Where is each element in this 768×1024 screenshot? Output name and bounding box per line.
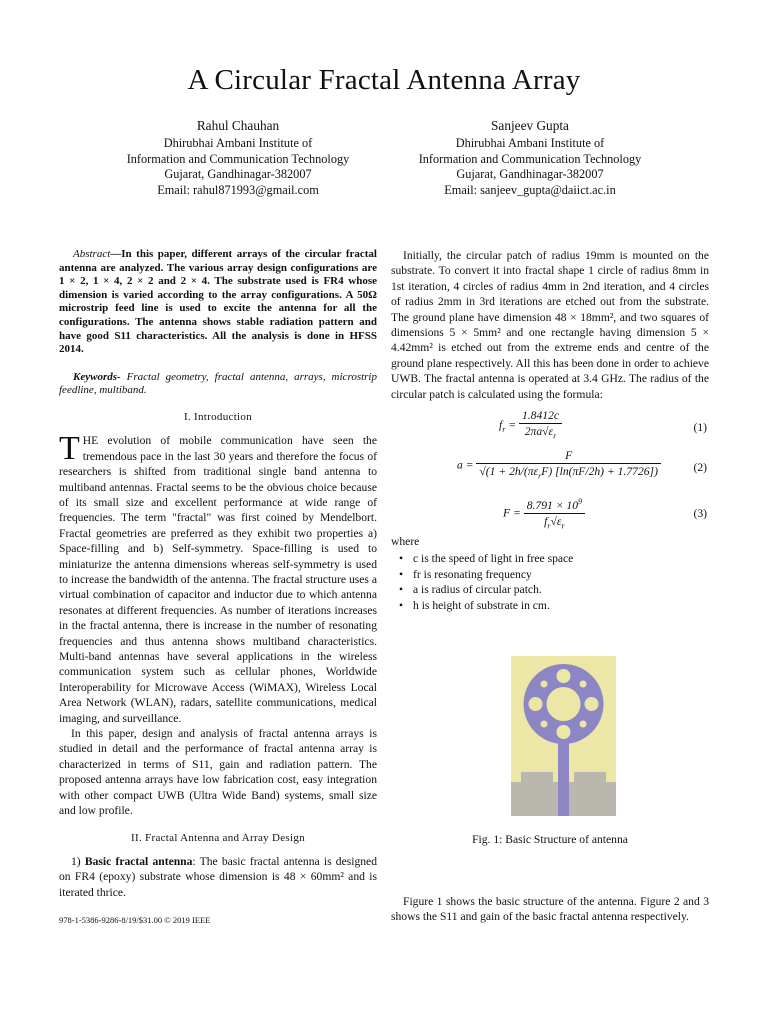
right-paragraph-1: Initially, the circular patch of radius 19mm is mounted on the substrate. To convert it into fractal shape 1 circle of radius 8mm in 1st iteration, 4 circles of radius 4mm in 2nd iteration, and 4 circles of radius 2mm in 3rd iterations are etched out from the substrate. The ground plane have dimension 48 × 18mm², and two squares of dimensions 5 × 5mm² and one rectangle having dimension 5 × 4.42mm² is etched out from the extreme ends and centre of the ground plane respectively. All this has been done in order to achieve UWB. The fractal antenna is operated at 3.4 GHz. The radius of the circular patch is calculated using the formula: [391, 249, 709, 401]
list-item: • a is radius of circular patch. [413, 582, 709, 597]
author-affiliation: Dhirubhai Ambani Institute of [163, 135, 313, 150]
abstract-text: —In this paper, different arrays of the circular fractal antenna are analyzed. The various array design configurations are 1 × 2, 1 × 4, 2 × 2 and 2 × 4. The substrate used is FR4 whose dimension is varied according to the array configurations. A 50Ω microstrip feed line is used to excite the antenna for all the configurations. The antenna shows stable radiation pattern and have good S11 characteristics. All the analysis is done in HFSS 2014. [59, 248, 377, 356]
section-heading-introduction: I. Introduction [183, 410, 253, 423]
keywords-label: Keywords- [73, 370, 121, 383]
equation-2: a = $\frac{F}{√(1 + 2h/(\pi\varepsilon_rF) [\ln(\pi F/2h) + 1.7726])}$ (2) [457, 449, 707, 481]
equation-1: $f_r$ = $\frac{1.8412c}{2\pi a√\varepsilon_r}$ (1) [499, 409, 707, 441]
paper-title: A Circular Fractal Antenna Array [187, 64, 581, 96]
author-location: Gujarat, Gandhinagar-382007 [164, 167, 312, 182]
keywords [59, 371, 377, 398]
author-name: Rahul Chauhan [196, 118, 280, 133]
section-heading-design: II. Fractal Antenna and Array Design [131, 831, 305, 844]
abstract-label: Abstract [73, 248, 111, 260]
fractal-hole [529, 697, 543, 711]
list-item: • fr is resonating frequency [413, 567, 709, 582]
fractal-hole [585, 697, 599, 711]
subsection-number: 1) [71, 854, 81, 868]
equation-number: (1) [693, 421, 707, 435]
author-email: Email: rahul871993@gmail.com [157, 183, 319, 198]
fractal-hole-small [541, 681, 548, 688]
author-affiliation: Information and Communication Technology [418, 151, 642, 166]
subsection-basic-antenna [59, 854, 377, 900]
equation-number: (3) [693, 507, 707, 521]
where-label: where [391, 535, 420, 549]
copyright-footer: 978-1-5386-9286-8/19/$31.00 © 2019 IEEE [59, 915, 211, 925]
author-affiliation: Information and Communication Technology [126, 151, 350, 166]
intro-paragraph-1 [59, 430, 377, 726]
author-location: Gujarat, Gandhinagar-382007 [456, 167, 604, 182]
fractal-hole [557, 669, 571, 683]
fractal-hole [557, 725, 571, 739]
author-name: Sanjeev Gupta [491, 118, 569, 133]
right-paragraph-2: Figure 1 shows the basic structure of the antenna. Figure 2 and 3 shows the S11 and gain of the basic fractal antenna respectively. [391, 894, 709, 923]
fractal-hole-small [580, 721, 587, 728]
abstract [59, 248, 377, 357]
variable-list [391, 551, 709, 613]
ground-notch [511, 772, 521, 782]
equation-3: F = $\frac{8.791 \times 10^9}{f_r√\varepsilon_r}$ (3) [391, 494, 709, 534]
intro-paragraph-1-text: HE evolution of mobile communication have seen the tremendous pace in the last 30 years and therefore the focus of researchers is shifted from traditional single band antenna to multiband antennas. Fractal seems to be the obvious choice because of its small size and excellent performance at wide range of frequencies. The term "fractal" was first coined by Mendelbort. Fractal geometries are preferred as they exhibit two properties a) Space-filling and b) Self-symmetry. Space-filling is used to miniaturize the antenna dimensions whereas self-symmetry is used to increase the bandwidth of the antenna. The fractal structure uses a virtual combination of capacitor and inductor due to which antenna resonates at different frequencies. As number of iterations increases in the fractal antenna, there is increase in the number of resonating frequencies and thus antenna shows multiband characteristics. Multi-band antennas have several applications in the wireless communication system such as cellular phones, Worldwide Interoperability for Microwave Access (WiMAX), Wireless Local Area Network (WLAN), radars, satellite communications, medical imaging, and surveillance. [59, 434, 377, 725]
right-column [391, 248, 709, 613]
drop-cap: T [59, 430, 80, 468]
author-affiliation: Dhirubhai Ambani Institute of [455, 135, 605, 150]
fractal-hole-center [547, 687, 581, 721]
keywords-text: Fractal geometry, fractal antenna, arrays, microstrip feedline, multiband. [59, 370, 377, 397]
subsection-title: Basic fractal antenna [84, 854, 193, 868]
fractal-hole-small [541, 721, 548, 728]
equation-number: (2) [693, 461, 707, 475]
author-block-1 [88, 118, 388, 199]
author-block-2 [380, 118, 680, 199]
subsection-text: : The basic fractal antenna is designed on FR4 (epoxy) substrate whose dimension is 48 × 60mm² and is iterated thrice. [59, 854, 377, 899]
fractal-hole-small [580, 681, 587, 688]
antenna-structure-figure [511, 656, 616, 816]
figure-caption: Fig. 1: Basic Structure of antenna [472, 833, 628, 846]
left-column [59, 248, 377, 900]
intro-paragraph-2: In this paper, design and analysis of fractal antenna arrays is studied in detail and the performance of fractal antenna array is characterized in terms of S11, gain and radiation pattern. The proposed antenna arrays have low fabrication cost, easy integration with other compact UWB (Ultra Wide Band) systems, small size and low profile. [59, 727, 377, 818]
list-item: • c is the speed of light in free space [413, 551, 709, 566]
list-item: • h is height of substrate in cm. [413, 598, 709, 613]
author-email: Email: sanjeev_gupta@daiict.ac.in [444, 183, 616, 198]
ground-notch [606, 772, 616, 782]
